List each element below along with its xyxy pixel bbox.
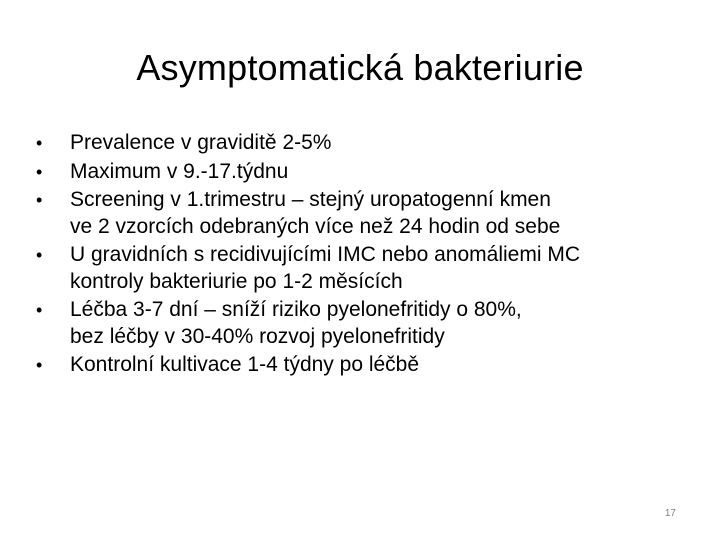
- bullet-item: [36, 130, 696, 157]
- bullet-text: Kontrolní kultivace 1-4 týdny po léčbě: [70, 353, 420, 376]
- bullet-item: [36, 352, 696, 379]
- bullet-marker-icon: •: [36, 133, 43, 153]
- bullet-text: Léčba 3-7 dní – sníží riziko pyelonefritidy o 80%,: [70, 298, 522, 321]
- bullet-text: Screening v 1.trimestru – stejný uropatogenní kmen: [70, 188, 551, 211]
- bullet-text-continuation: ve 2 vzorcích odebraných více než 24 hodin od sebe: [70, 214, 561, 238]
- bullet-text: U gravidních s recidivujícími IMC nebo anomáliemi MC: [70, 243, 580, 266]
- bullet-text: Prevalence v graviditě 2-5%: [70, 131, 332, 154]
- bullet-item: [36, 187, 696, 240]
- bullet-text-continuation: kontroly bakteriurie po 1-2 měsících: [70, 269, 403, 293]
- bullet-item: [36, 242, 696, 295]
- bullet-text: Maximum v 9.-17.týdnu: [70, 159, 289, 183]
- bullet-text-continuation: bez léčby v 30-40% rozvoj pyelonefritidy: [70, 324, 445, 348]
- slide-title: Asymptomatická bakteriurie: [136, 47, 584, 88]
- bullet-item: [36, 159, 696, 186]
- bullet-marker-icon: •: [36, 190, 43, 210]
- bullet-marker-icon: •: [36, 300, 43, 320]
- bullet-marker-icon: •: [36, 245, 43, 265]
- bullet-list: [36, 130, 696, 381]
- bullet-marker-icon: •: [36, 161, 43, 182]
- page-number: 17: [664, 508, 676, 519]
- bullet-marker-icon: •: [36, 355, 43, 375]
- bullet-item: [36, 297, 696, 350]
